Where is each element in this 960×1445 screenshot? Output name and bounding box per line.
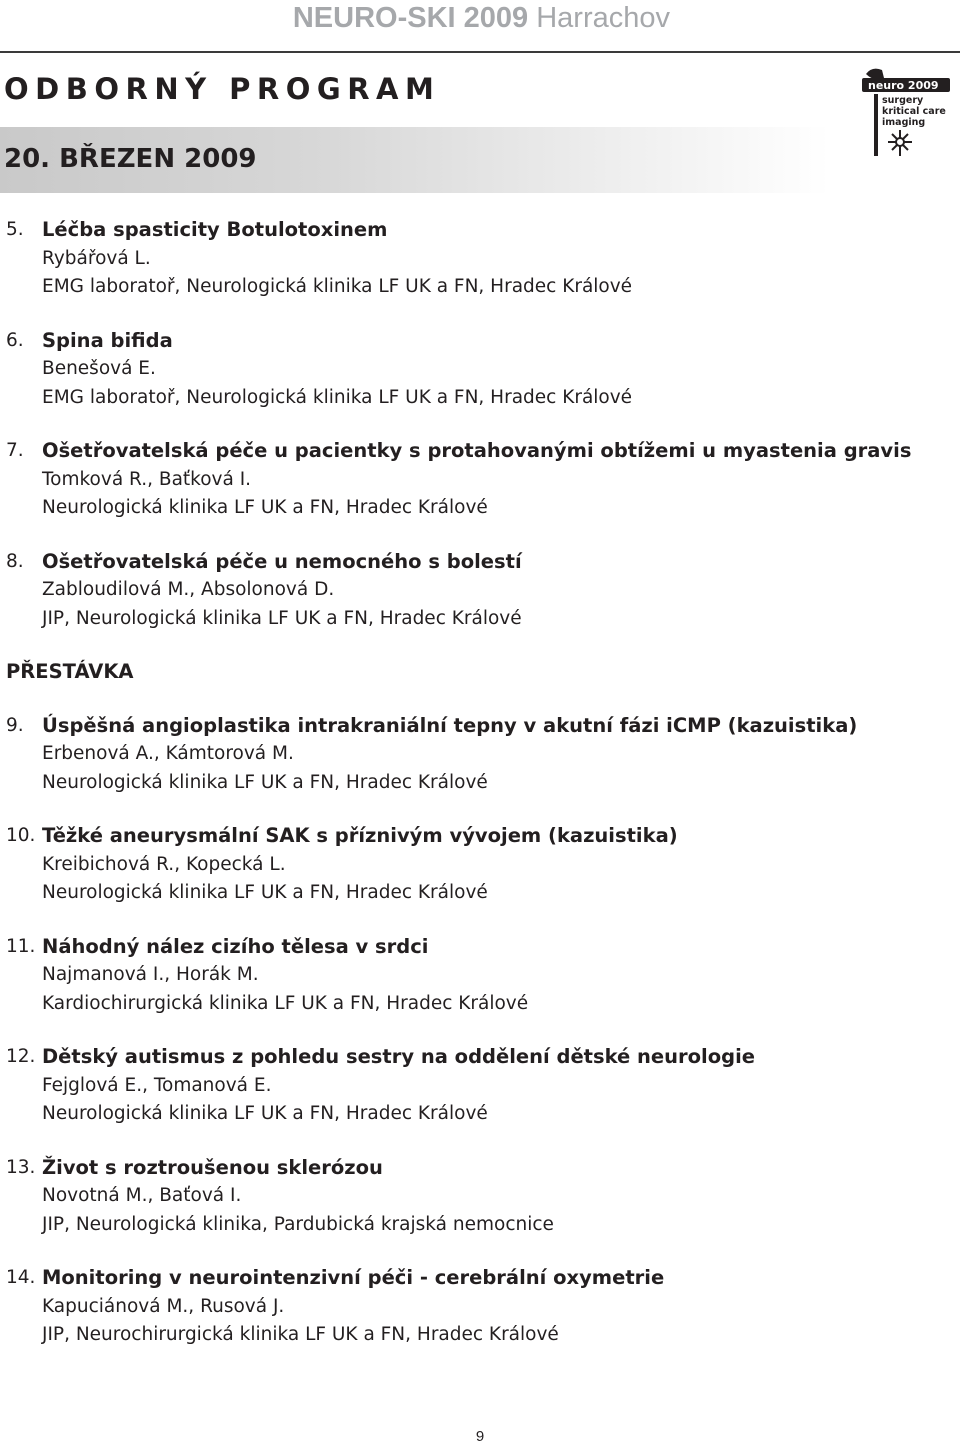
item-affiliation: Neurologická klinika LF UK a FN, Hradec Králové: [42, 771, 488, 793]
program-item: [0, 216, 960, 302]
item-affiliation: Neurologická klinika LF UK a FN, Hradec Králové: [42, 1103, 488, 1124]
item-number: 7.: [6, 440, 24, 461]
item-number: 13.: [6, 1156, 36, 1178]
item-title: Náhodný nález cizího tělesa v srdci: [42, 934, 429, 958]
logo-line-surgery: surgery: [882, 95, 924, 106]
program-item: [0, 822, 960, 908]
program-date: 20. BŘEZEN 2009: [4, 144, 257, 174]
program-item: [0, 327, 960, 413]
item-authors: Fejglová E., Tomanová E.: [42, 1074, 272, 1096]
item-affiliation: Neurologická klinika LF UK a FN, Hradec Králové: [42, 497, 488, 518]
item-authors: Rybářová L.: [42, 247, 151, 269]
program-item: [0, 437, 960, 523]
item-number: 8.: [6, 550, 24, 572]
item-number: 9.: [6, 714, 24, 736]
item-affiliation: EMG laboratoř, Neurologická klinika LF UK a FN, Hradec Králové: [42, 276, 633, 297]
item-number: 14.: [6, 1267, 36, 1288]
item-title: Těžké aneurysmální SAK s příznivým vývojem (kazuistika): [42, 824, 678, 847]
item-title: Ošetřovatelská péče u nemocného s bolestí: [42, 549, 522, 573]
item-title: Ošetřovatelská péče u pacientky s protahovanými obtížemi u myastenia gravis: [42, 439, 912, 462]
logo-line-imaging: imaging: [882, 117, 926, 128]
item-authors: Kapuciánová M., Rusová J.: [42, 1295, 285, 1317]
header-rule: [0, 51, 960, 53]
item-authors: Benešová E.: [42, 358, 156, 379]
item-number: 6.: [6, 329, 24, 351]
item-authors: Novotná M., Baťová I.: [42, 1185, 242, 1206]
program-item: [0, 1043, 960, 1129]
program-item: [0, 1264, 960, 1350]
item-title: Život s roztroušenou sklerózou: [42, 1155, 383, 1179]
item-affiliation: JIP, Neurologická klinika LF UK a FN, Hradec Králové: [42, 607, 522, 629]
program-item: [0, 1154, 960, 1240]
header-event-place: Harrachov: [536, 2, 670, 34]
item-affiliation: Neurologická klinika LF UK a FN, Hradec Králové: [42, 882, 488, 903]
item-title: Úspěšná angioplastika intrakraniální tepny v akutní fázi iCMP (kazuistika): [42, 713, 858, 737]
item-title: Spina bifida: [42, 328, 173, 352]
item-title: Monitoring v neurointenzivní péči - cerebrální oxymetrie: [42, 1266, 665, 1289]
header-event-name: NEURO-SKI 2009: [292, 2, 529, 34]
item-authors: Kreibichová R., Kopecká L.: [42, 853, 286, 875]
item-number: 5.: [6, 219, 24, 240]
item-affiliation: JIP, Neurologická klinika, Pardubická krajská nemocnice: [42, 1213, 554, 1235]
item-title: Léčba spasticity Botulotoxinem: [42, 218, 388, 241]
page-number: 9: [475, 1428, 485, 1445]
item-affiliation: Kardiochirurgická klinika LF UK a FN, Hradec Králové: [42, 992, 529, 1014]
item-authors: Tomková R., Baťková I.: [42, 468, 252, 490]
header-event-title: [293, 0, 670, 36]
program-list: [0, 216, 960, 1375]
item-authors: Erbenová A., Kámtorová M.: [42, 743, 294, 764]
item-affiliation: EMG laboratoř, Neurologická klinika LF UK a FN, Hradec Králové: [42, 386, 633, 408]
program-item: [0, 933, 960, 1019]
program-item: [0, 548, 960, 634]
item-number: 10.: [6, 825, 36, 846]
item-authors: Zabloudilová M., Absolonová D.: [42, 579, 335, 600]
item-affiliation: JIP, Neurochirurgická klinika LF UK a FN, Hradec Králové: [42, 1324, 559, 1345]
item-number: 12.: [6, 1046, 36, 1067]
item-authors: Najmanová I., Horák M.: [42, 964, 259, 985]
section-title: ODBORNÝ PROGRAM: [4, 72, 441, 106]
logo-line-critical-care: kritical care: [882, 106, 946, 117]
neuro-2009-logo: [860, 64, 952, 160]
logo-wordmark: neuro 2009: [868, 79, 939, 92]
program-item: [0, 712, 960, 798]
item-title: Dětský autismus z pohledu sestry na oddělení dětské neurologie: [42, 1045, 756, 1068]
item-number: 11.: [6, 935, 36, 957]
break-label: PŘESTÁVKA: [6, 660, 134, 683]
